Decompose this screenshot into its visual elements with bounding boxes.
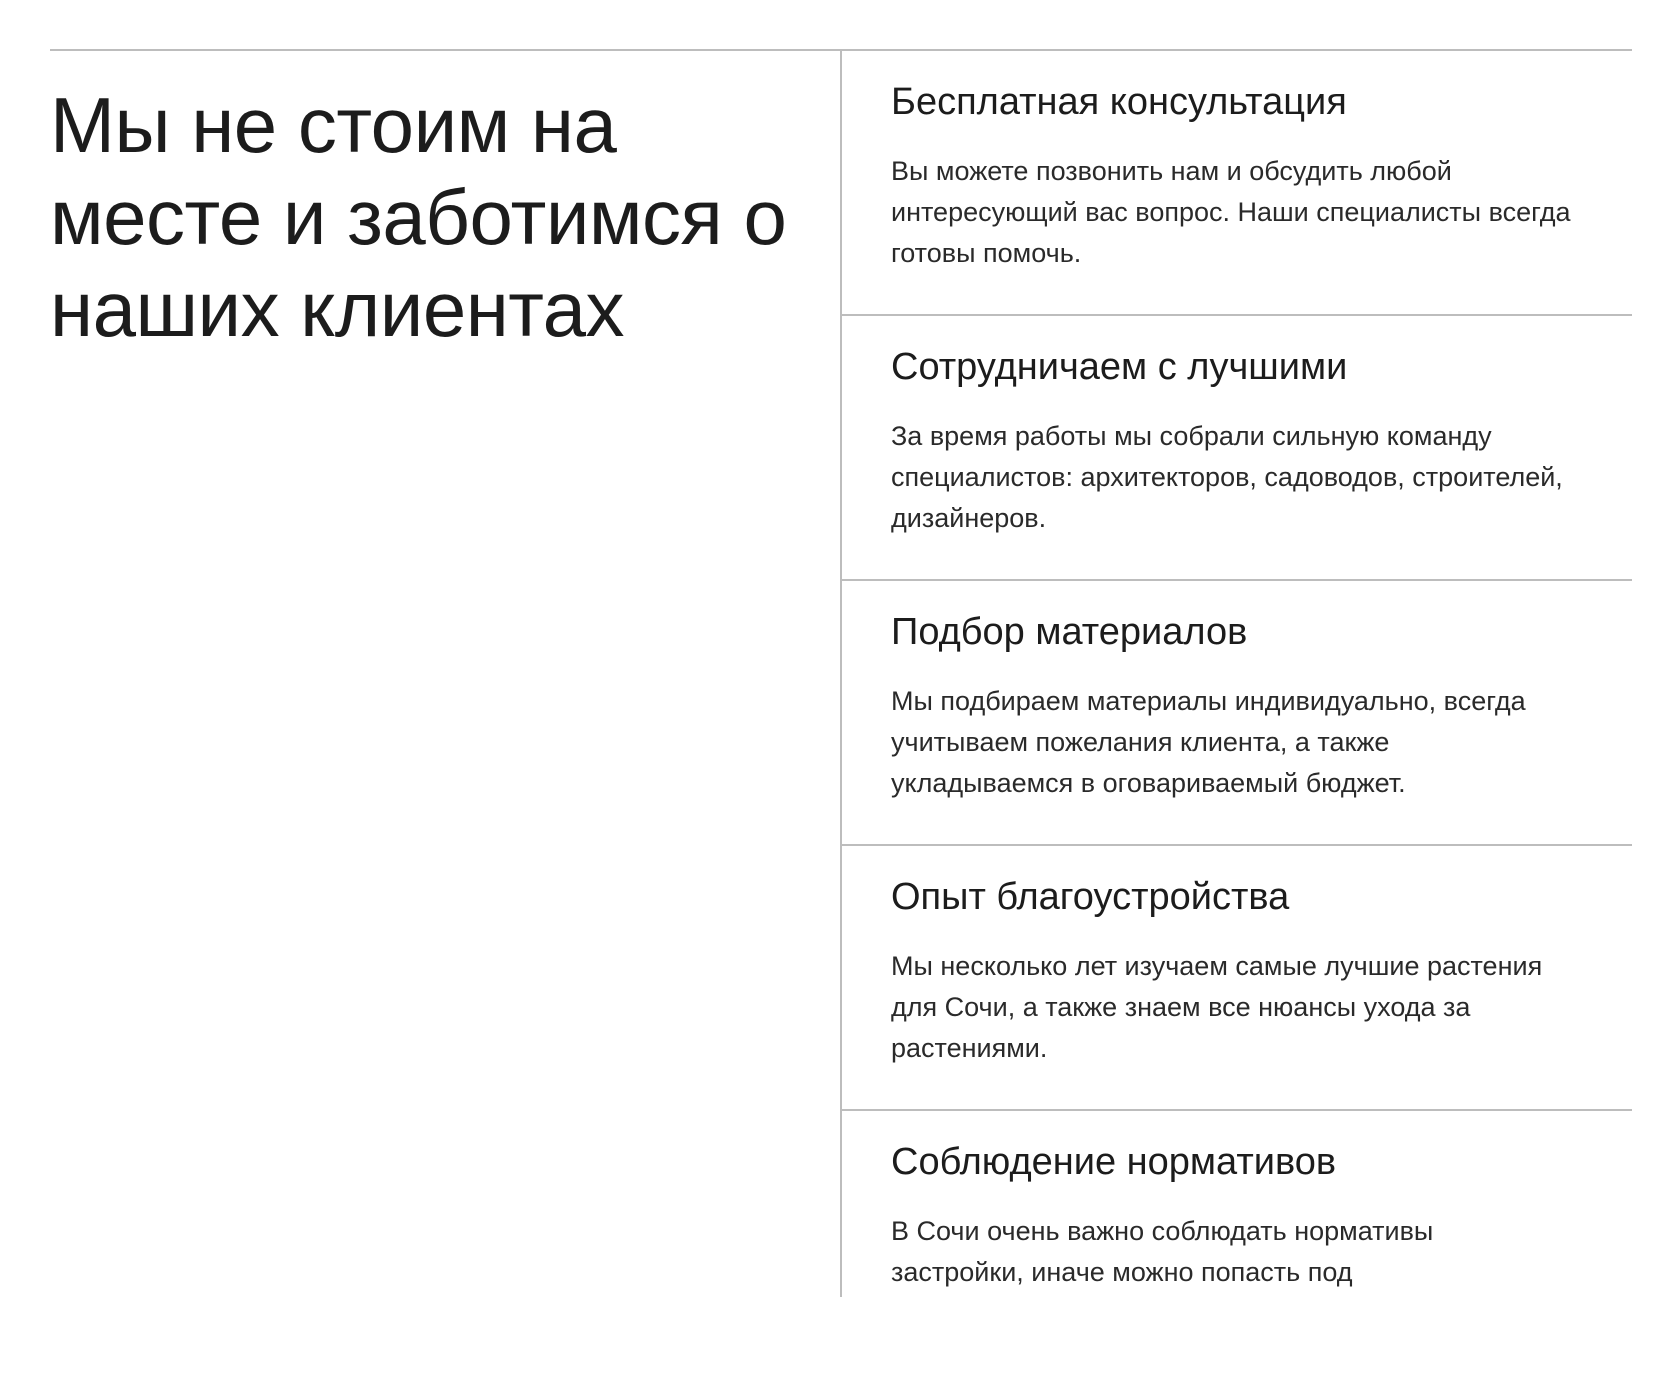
feature-item-experience: [842, 846, 1632, 1111]
features-list: [842, 51, 1632, 1376]
feature-description: Мы несколько лет изучаем самые лучшие растения для Сочи, а также знаем все нюансы ухода за растениями.: [891, 951, 1543, 1063]
feature-description: Мы подбираем материалы индивидуально, всегда учитываем пожелания клиента, а также укладываемся в оговариваемый бюджет.: [891, 686, 1526, 798]
feature-title: Сотрудничаем с лучшими: [891, 346, 1348, 388]
feature-title: Бесплатная консультация: [891, 81, 1347, 123]
feature-item-cooperation: [842, 316, 1632, 581]
feature-description: Вы можете позвонить нам и обсудить любой интересующий вас вопрос. Наши специалисты всегда готовы помочь.: [891, 156, 1571, 268]
feature-title: Соблюдение нормативов: [891, 1141, 1337, 1183]
advantages-section: [50, 0, 1632, 1297]
feature-item-consultation: [842, 51, 1632, 316]
section-headline: Мы не стоим на месте и заботимся о наших клиентах: [50, 81, 787, 353]
feature-item-materials: [842, 581, 1632, 846]
feature-description: В Сочи очень важно соблюдать нормативы застройки, иначе можно попасть под: [891, 1216, 1434, 1287]
feature-item-regulations: [842, 1111, 1632, 1376]
feature-title: Подбор материалов: [891, 611, 1248, 653]
headline-column: [50, 51, 840, 355]
feature-title: Опыт благоустройства: [891, 876, 1290, 918]
feature-description: За время работы мы собрали сильную команду специалистов: архитекторов, садоводов, строителей, дизайнеров.: [891, 421, 1563, 533]
